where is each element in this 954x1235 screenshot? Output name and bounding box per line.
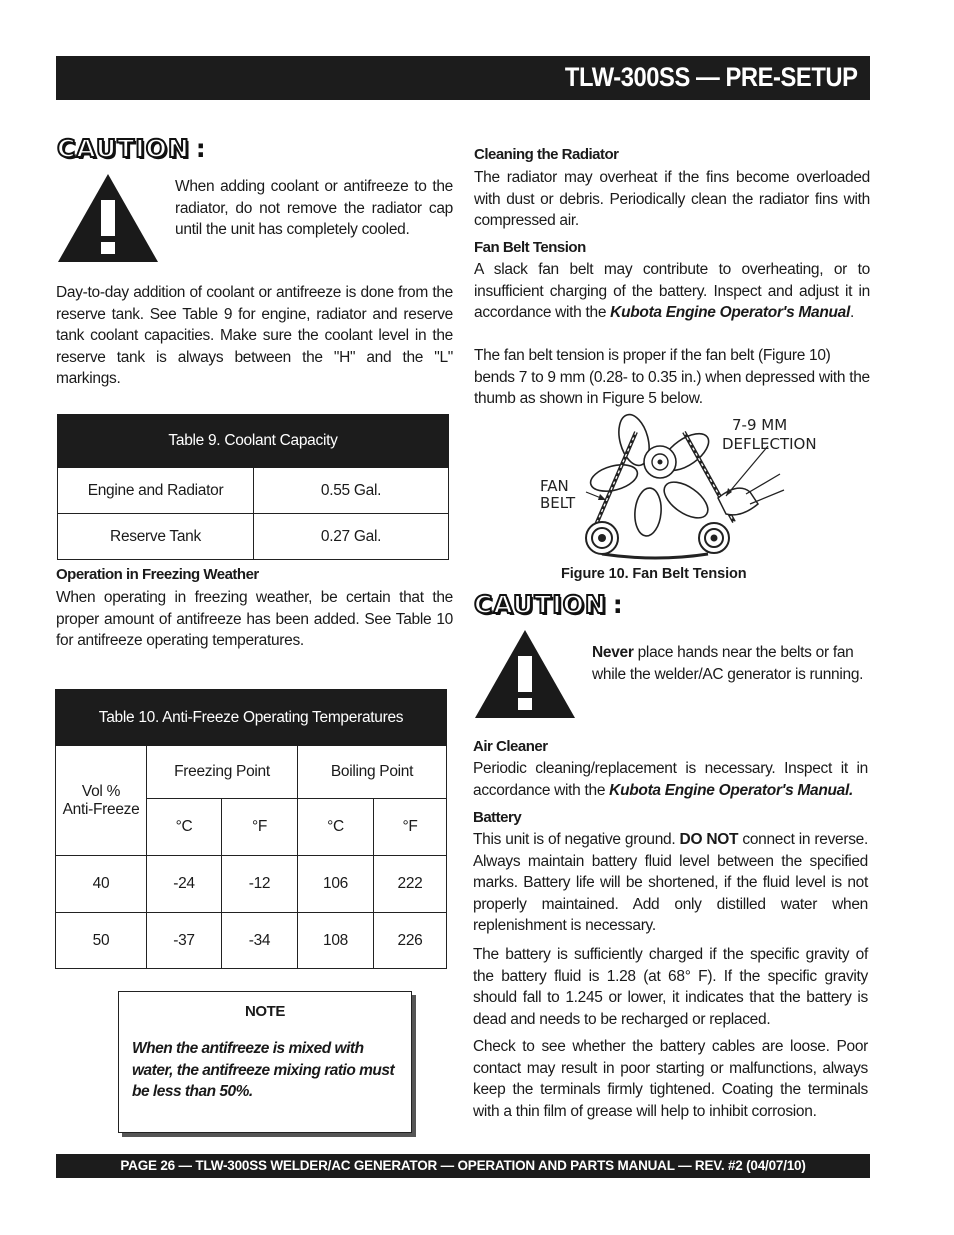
radiator-paragraph: The radiator may overheat if the fins become overloaded with dust or debris. Periodically clean the radiator fins with compressed air. bbox=[474, 169, 870, 229]
table-cell: 40 bbox=[56, 856, 147, 913]
manual-reference: Kubota Engine Operator's Manual bbox=[610, 304, 850, 321]
deflection-label: 7-9 MM bbox=[732, 416, 788, 434]
table-header-unit: °F bbox=[222, 799, 298, 856]
table-header-unit: °C bbox=[298, 799, 374, 856]
note-box bbox=[118, 991, 412, 1133]
table-9-coolant-capacity bbox=[57, 414, 449, 560]
table-cell: 0.55 Gal. bbox=[254, 468, 449, 514]
caution-heading-2: CAUTION : bbox=[474, 590, 623, 619]
caution-2-text: Never place hands near the belts or fan while the welder/AC generator is running. bbox=[592, 644, 864, 683]
table-9-title: Table 9. Coolant Capacity bbox=[58, 415, 449, 468]
warning-triangle-icon bbox=[56, 172, 160, 264]
fanbelt-heading: Fan Belt Tension bbox=[474, 239, 586, 256]
caution-1-text: When adding coolant or antifreeze to the radiator, do not remove the radiator cap until the unit has completely cooled. bbox=[175, 178, 453, 238]
coolant-paragraph: Day-to-day addition of coolant or antifreeze is done from the reserve tank. See Table 9 for engine, radiator and reserve tank coolant capacities. Make sure the coolant level in the reserve tank is always between the "H" and the "L" markings. bbox=[56, 284, 453, 387]
battery-paragraph-2: The battery is sufficiently charged if the specific gravity of the battery fluid is 1.28 (at 68° F). If the specific gravity should fall to 1.245 or lower, it indicates that the battery is dead and needs to be recharged or replaced. bbox=[473, 946, 868, 1028]
table-header-boiling: Boiling Point bbox=[298, 746, 447, 799]
page-title: TLW-300SS — PRE-SETUP bbox=[565, 62, 858, 92]
table-header-unit: °C bbox=[147, 799, 222, 856]
table-cell: -24 bbox=[147, 856, 222, 913]
radiator-heading: Cleaning the Radiator bbox=[474, 146, 619, 163]
caution-heading-1: CAUTION : bbox=[57, 134, 206, 163]
table-cell: 0.27 Gal. bbox=[254, 514, 449, 560]
table-cell: 50 bbox=[56, 913, 147, 969]
fan-belt-diagram bbox=[536, 412, 854, 562]
note-title: NOTE bbox=[244, 1003, 286, 1020]
table-cell: 222 bbox=[374, 856, 447, 913]
table-header-vol: Vol % Anti-Freeze bbox=[56, 746, 147, 856]
table-cell: -37 bbox=[147, 913, 222, 969]
freezing-paragraph: When operating in freezing weather, be certain that the proper amount of antifreeze has been added. See Table 10 for antifreeze operating temperatures. bbox=[56, 589, 453, 649]
fan-belt-label: FAN bbox=[540, 477, 569, 495]
table-row bbox=[56, 913, 447, 969]
table-header-unit: °F bbox=[374, 799, 447, 856]
table-10-antifreeze-temperatures bbox=[55, 689, 447, 969]
table-cell: 226 bbox=[374, 913, 447, 969]
table-10-title: Table 10. Anti-Freeze Operating Temperatures bbox=[56, 690, 447, 746]
fanbelt-paragraph: A slack fan belt may contribute to overheating, or to insufficient charging of the battery. Inspect and adjust it in accordance with the Kubota Engine Operator's Manual. bbox=[474, 261, 870, 321]
page-footer-text: PAGE 26 — TLW-300SS WELDER/AC GENERATOR — OPERATION AND PARTS MANUAL — REV. #2 (04/07/10) bbox=[120, 1158, 806, 1173]
table-cell: -12 bbox=[222, 856, 298, 913]
aircleaner-paragraph: Periodic cleaning/replacement is necessary. Inspect it in accordance with the Kubota Engine Operator's Manual. bbox=[473, 760, 868, 799]
table-cell: -34 bbox=[222, 913, 298, 969]
table-cell: 106 bbox=[298, 856, 374, 913]
figure-10-caption: Figure 10. Fan Belt Tension bbox=[561, 566, 747, 582]
caution-word: CAUTION bbox=[57, 134, 190, 163]
caution-word: CAUTION bbox=[474, 590, 607, 619]
table-row bbox=[58, 468, 449, 514]
fanbelt-tension-paragraph: The fan belt tension is proper if the fan belt (Figure 10) bends 7 to 9 mm (0.28- to 0.35 in.) when depressed with the thumb as shown in Figure 5 below. bbox=[474, 347, 870, 407]
battery-paragraph-1: This unit is of negative ground. DO NOT connect in reverse. Always maintain battery fluid level between the specified marks. Battery life will be shortened, if the fluid level is not properly maintained. Add only distilled water when replenishment is necessary. bbox=[473, 831, 868, 934]
page-footer-bar bbox=[56, 1154, 870, 1178]
page-header-bar bbox=[56, 56, 870, 100]
deflection-label: DEFLECTION bbox=[722, 435, 817, 453]
battery-paragraph-3: Check to see whether the battery cables are loose. Poor contact may result in poor starting or malfunctions, always keep the terminals firmly tightened. Coating the terminals with a thin film of grease will help to inhibit corrosion. bbox=[473, 1038, 868, 1120]
note-text: When the antifreeze is mixed with water, the antifreeze mixing ratio must be less than 50%. bbox=[132, 1040, 395, 1100]
aircleaner-heading: Air Cleaner bbox=[473, 738, 548, 755]
table-row bbox=[56, 856, 447, 913]
manual-reference: Kubota Engine Operator's Manual. bbox=[609, 781, 854, 799]
freezing-heading: Operation in Freezing Weather bbox=[56, 566, 259, 583]
battery-heading: Battery bbox=[473, 809, 522, 826]
table-cell: Reserve Tank bbox=[58, 514, 254, 560]
table-cell: 108 bbox=[298, 913, 374, 969]
table-cell: Engine and Radiator bbox=[58, 468, 254, 514]
table-row bbox=[58, 514, 449, 560]
table-header-freezing: Freezing Point bbox=[147, 746, 298, 799]
warning-triangle-icon bbox=[473, 628, 577, 720]
fan-belt-label: BELT bbox=[540, 494, 576, 512]
